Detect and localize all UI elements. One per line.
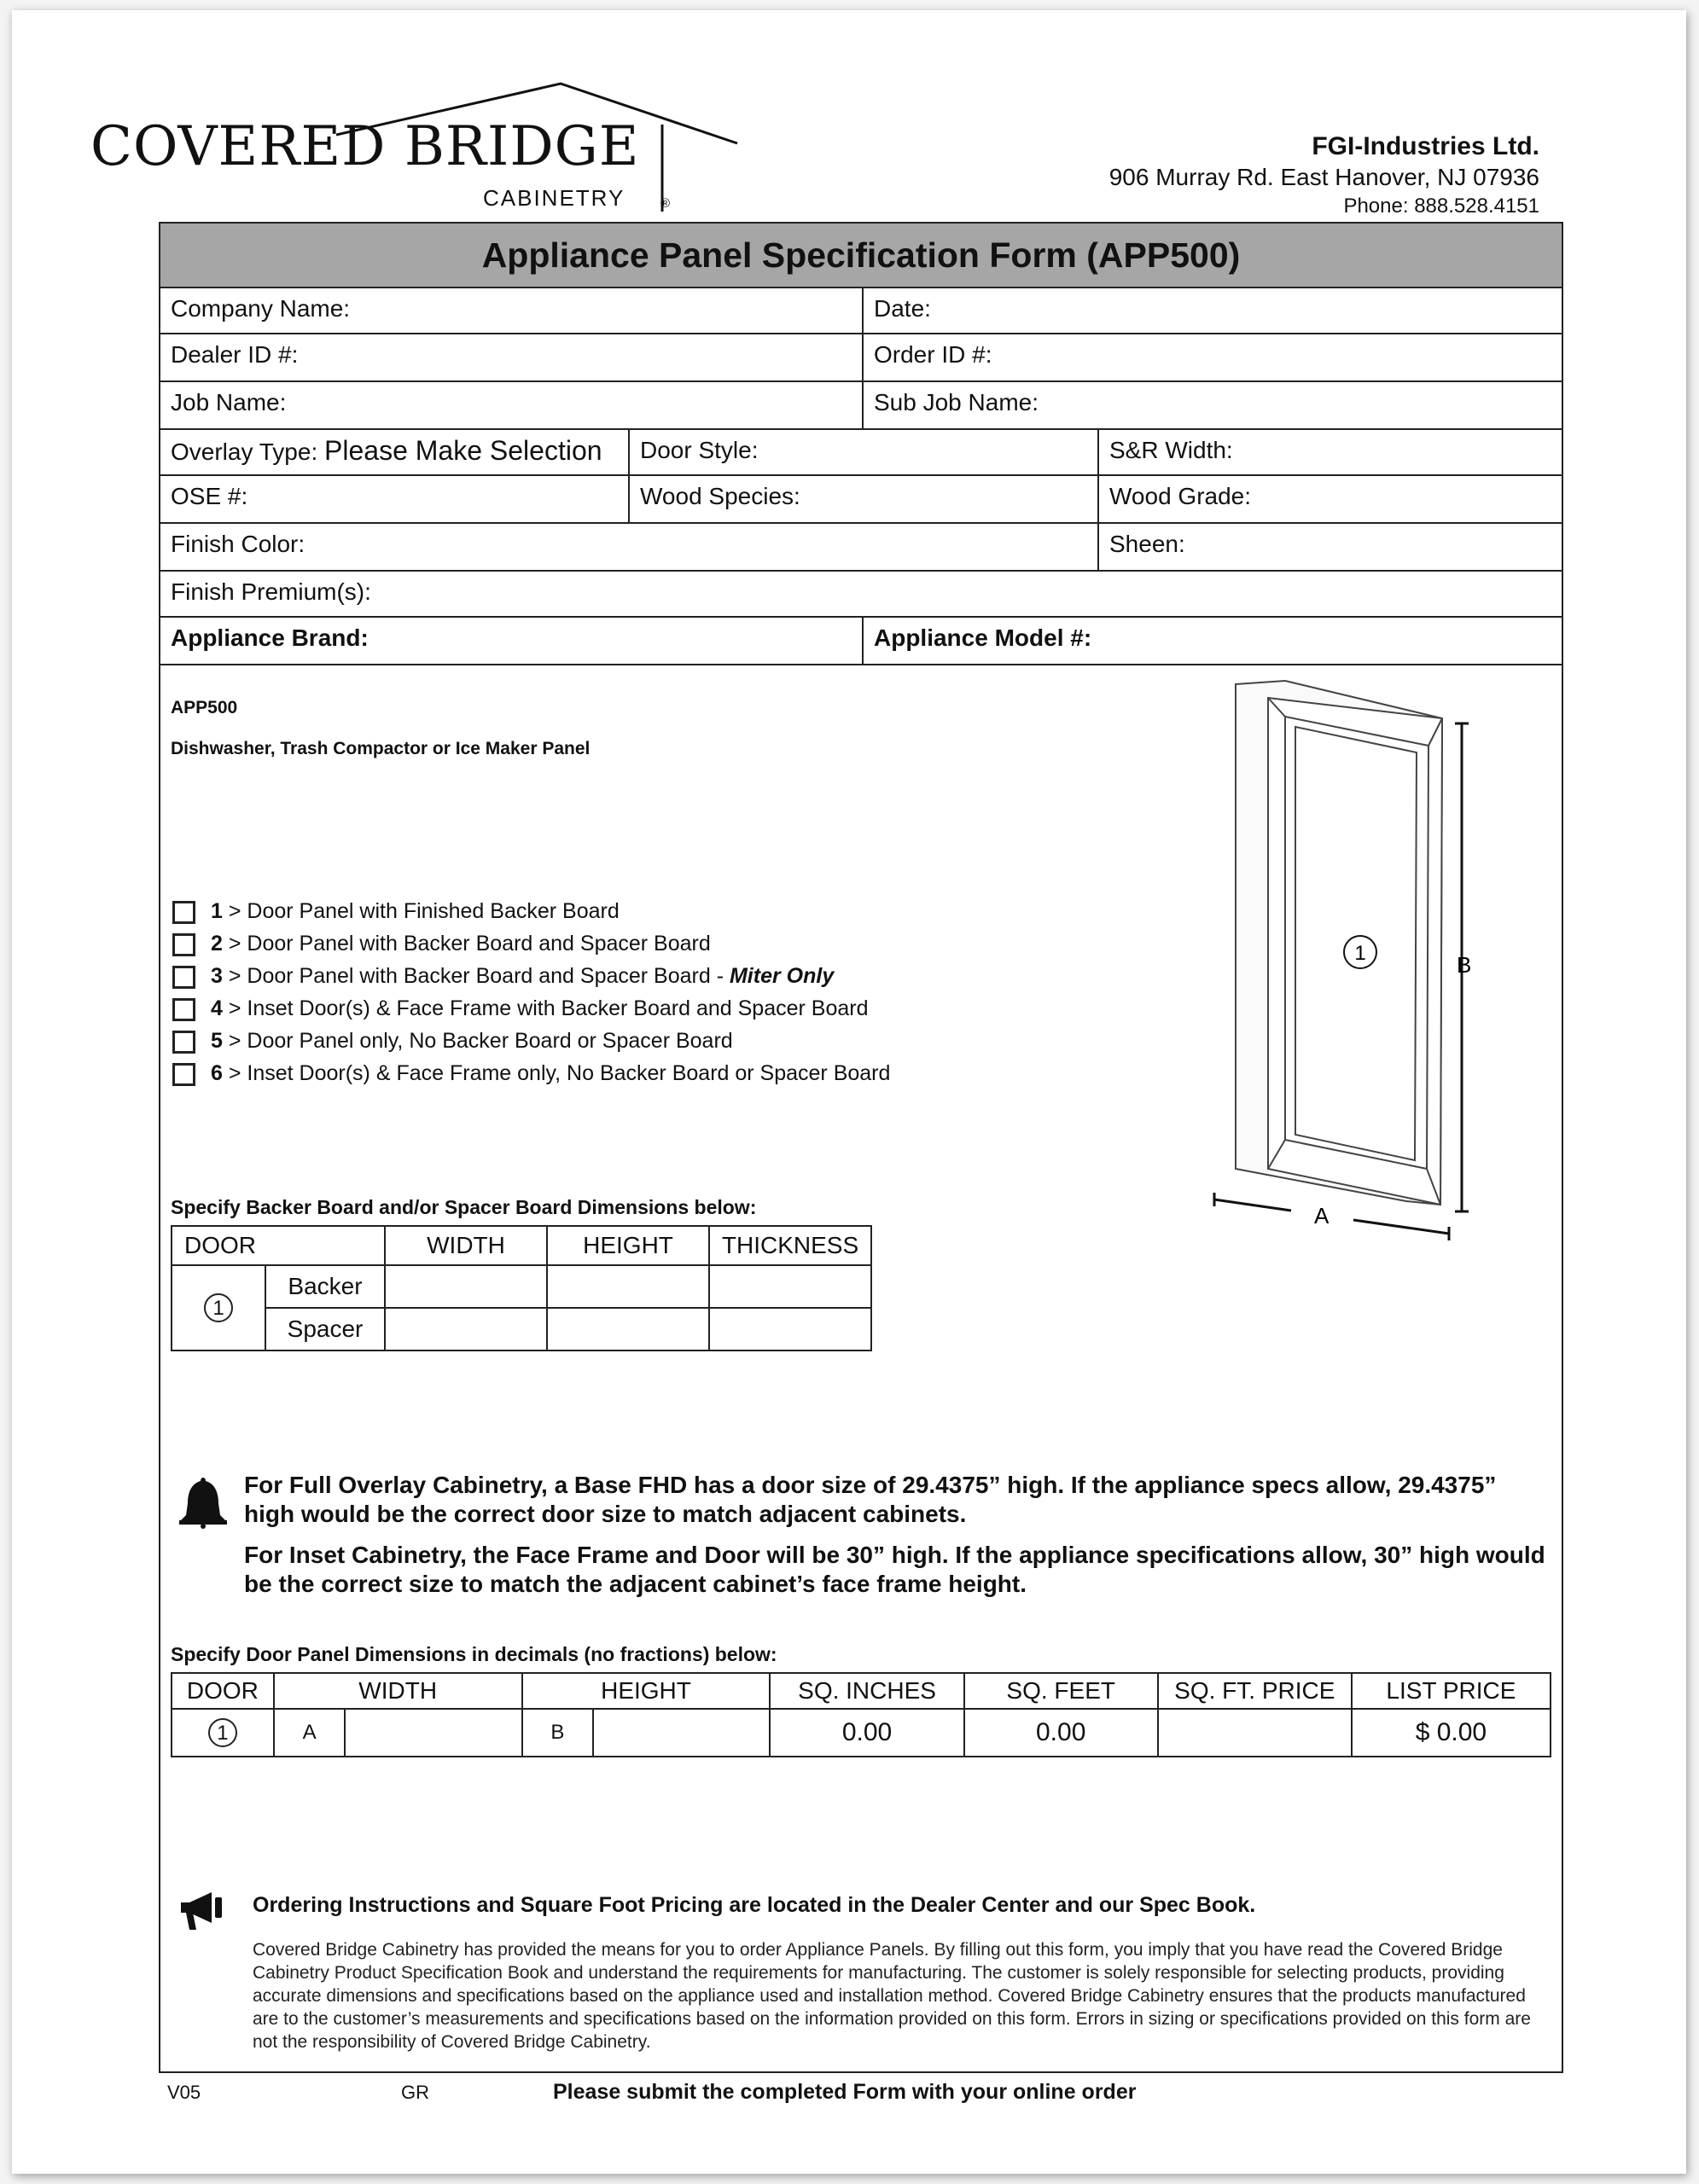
- header-height: HEIGHT: [547, 1226, 709, 1265]
- panel-door-number: 1: [208, 1718, 237, 1747]
- job-name-field[interactable]: Job Name:: [171, 389, 287, 415]
- option-2-checkbox[interactable]: [172, 933, 195, 956]
- megaphone-icon: [177, 1887, 232, 1935]
- option-1[interactable]: [172, 897, 620, 925]
- option-2[interactable]: [172, 930, 711, 957]
- backer-spacer-table: [171, 1225, 872, 1351]
- option-3-suffix: Miter Only: [729, 964, 835, 988]
- panel-width-label: A: [274, 1709, 346, 1757]
- order-id-field[interactable]: Order ID #:: [862, 333, 1562, 380]
- option-4-text: > Inset Door(s) & Face Frame with Backer Board and Spacer Board: [228, 996, 869, 1020]
- overlay-type-select[interactable]: Please Make Selection: [324, 435, 602, 466]
- ordering-headline: Ordering Instructions and Square Foot Pricing are located in the Dealer Center and our Spec Book.: [253, 1893, 1256, 1917]
- appliance-model-field[interactable]: Appliance Model #:: [862, 616, 1562, 664]
- panel-header-list-price: LIST PRICE: [1352, 1673, 1551, 1709]
- door-panel-table: [171, 1672, 1551, 1757]
- option-4[interactable]: [172, 995, 869, 1022]
- company-phone: Phone: 888.528.4151: [1343, 195, 1539, 218]
- panel-header-height: HEIGHT: [522, 1673, 771, 1709]
- submit-instruction: Please submit the completed Form with your online order: [553, 2080, 1137, 2104]
- option-1-number: 1: [211, 899, 223, 923]
- option-1-checkbox[interactable]: [172, 901, 195, 924]
- sheen-field[interactable]: Sheen:: [1097, 522, 1562, 570]
- backer-table-caption: Specify Backer Board and/or Spacer Board Dimensions below:: [171, 1196, 757, 1218]
- inset-note: For Inset Cabinetry, the Face Frame and Door will be 30” high. If the appliance specifications allow, 30” high would be the correct size to match the adjacent cabinet’s face frame height.: [244, 1542, 1545, 1597]
- option-5[interactable]: [172, 1027, 733, 1054]
- spacer-row-label: Spacer: [265, 1308, 385, 1350]
- company-name-field[interactable]: Company Name:: [171, 295, 351, 322]
- panel-height-input[interactable]: [593, 1709, 770, 1757]
- registered-mark: ®: [660, 196, 671, 211]
- backer-height-input[interactable]: [547, 1265, 709, 1308]
- version-label: V05: [167, 2082, 201, 2103]
- form-frame: [159, 222, 1563, 2073]
- option-5-number: 5: [211, 1029, 223, 1053]
- overlay-type-label: Overlay Type:: [171, 439, 318, 465]
- wood-species-field[interactable]: Wood Species:: [628, 474, 1097, 522]
- form-row-overlay: [160, 428, 1562, 476]
- option-2-text: > Door Panel with Backer Board and Spacer Board: [228, 932, 711, 956]
- form-row-ose: [160, 474, 1562, 524]
- appliance-brand-field[interactable]: Appliance Brand:: [171, 624, 369, 651]
- ose-field[interactable]: OSE #:: [171, 483, 248, 509]
- option-4-checkbox[interactable]: [172, 998, 195, 1021]
- company-address: 906 Murray Rd. East Hanover, NJ 07936: [1108, 164, 1539, 190]
- overlay-type-field[interactable]: [160, 428, 628, 474]
- sub-job-name-field[interactable]: Sub Job Name:: [862, 380, 1562, 428]
- diagram-door-number: 1: [1354, 942, 1366, 965]
- panel-sq-ft-price-input[interactable]: [1158, 1709, 1352, 1757]
- spacer-thickness-input[interactable]: [709, 1308, 871, 1350]
- dimension-a-label: A: [1314, 1203, 1330, 1228]
- ordering-disclaimer: Covered Bridge Cabinetry has provided the means for you to order Appliance Panels. By filling out this form, you imply that you have read the Covered Bridge Cabinetry Product Specification Book and understand the requirements for manufacturing. The customer is solely responsible for selecting products, providing accurate dimensions and specifications based on the appliance used and installation method. Covered Bridge Cabinetry ensures that the products manufactured are to the customer’s measurements and specifications based on the information provided on this form. Errors in sizing or specifications provided on this form are not the responsibility of Covered Bridge Cabinetry.: [253, 1940, 1531, 2052]
- finish-color-field[interactable]: Finish Color:: [171, 531, 305, 557]
- option-3-number: 3: [211, 964, 223, 988]
- form-row-finish: [160, 522, 1562, 572]
- form-row-premium: [160, 570, 1562, 618]
- company-info: [1109, 131, 1539, 220]
- panel-table-header: [172, 1673, 1551, 1709]
- door-style-field[interactable]: Door Style:: [628, 428, 1097, 474]
- form-row-job: [160, 380, 1562, 430]
- product-code: APP500: [171, 698, 238, 717]
- option-3-text: > Door Panel with Backer Board and Spacer Board -: [228, 964, 730, 988]
- option-5-checkbox[interactable]: [172, 1031, 195, 1054]
- header-door: DOOR: [172, 1226, 385, 1265]
- panel-height-label: B: [522, 1709, 594, 1757]
- spacer-width-input[interactable]: [385, 1308, 547, 1350]
- option-3-checkbox[interactable]: [172, 966, 195, 989]
- backer-width-input[interactable]: [385, 1265, 547, 1308]
- logo-subtitle: CABINETRY: [483, 185, 625, 211]
- form-page: [12, 10, 1686, 2174]
- door-outline: [1236, 681, 1442, 1205]
- backer-door-number: 1: [204, 1293, 233, 1322]
- door-panel-diagram: [1116, 674, 1543, 1476]
- product-description: Dishwasher, Trash Compactor or Ice Maker Panel: [171, 739, 591, 758]
- panel-sq-feet-value: 0.00: [964, 1709, 1158, 1757]
- spacer-row: [172, 1308, 871, 1350]
- form-row-company: [160, 287, 1562, 334]
- bell-icon: [176, 1474, 230, 1529]
- option-6-number: 6: [211, 1061, 223, 1085]
- spacer-height-input[interactable]: [547, 1308, 709, 1350]
- form-row-appliance: [160, 616, 1562, 665]
- header-thickness: THICKNESS: [709, 1226, 871, 1265]
- logo-wordmark: COVERED BRIDGE: [90, 115, 640, 178]
- initials-label: GR: [401, 2082, 429, 2103]
- header-width: WIDTH: [385, 1226, 547, 1265]
- panel-header-sq-inches: SQ. INCHES: [770, 1673, 963, 1709]
- finish-premium-field[interactable]: Finish Premium(s):: [171, 578, 371, 605]
- backer-door-cell: [172, 1265, 265, 1350]
- option-6-text: > Inset Door(s) & Face Frame only, No Backer Board or Spacer Board: [228, 1061, 891, 1085]
- company-name: FGI-Industries Ltd.: [1312, 132, 1539, 160]
- panel-door-cell: [172, 1709, 274, 1757]
- form-row-dealer: [160, 333, 1562, 382]
- option-2-number: 2: [211, 932, 223, 956]
- dimension-b-label: B: [1457, 952, 1472, 978]
- panel-list-price-value: $ 0.00: [1352, 1709, 1551, 1757]
- option-4-number: 4: [211, 996, 223, 1020]
- form-title: Appliance Panel Specification Form (APP500): [160, 224, 1562, 288]
- backer-thickness-input[interactable]: [709, 1265, 871, 1308]
- panel-row: [172, 1709, 1551, 1757]
- panel-header-sq-ft-price: SQ. FT. PRICE: [1158, 1673, 1352, 1709]
- panel-sq-inches-value: 0.00: [770, 1709, 963, 1757]
- option-6[interactable]: [172, 1060, 890, 1087]
- backer-row-label: Backer: [265, 1265, 385, 1308]
- backer-table-header: [172, 1226, 871, 1265]
- dealer-id-field[interactable]: Dealer ID #:: [171, 341, 299, 368]
- backer-row: [172, 1265, 871, 1308]
- panel-width-input[interactable]: [345, 1709, 521, 1757]
- panel-table-caption: Specify Door Panel Dimensions in decimals (no fractions) below:: [171, 1643, 777, 1665]
- option-3[interactable]: [172, 962, 834, 990]
- option-5-text: > Door Panel only, No Backer Board or Spacer Board: [228, 1029, 733, 1053]
- wood-grade-field[interactable]: Wood Grade:: [1097, 474, 1562, 522]
- panel-header-door: DOOR: [172, 1673, 274, 1709]
- panel-header-width: WIDTH: [274, 1673, 522, 1709]
- sr-width-field[interactable]: S&R Width:: [1097, 428, 1562, 474]
- full-overlay-note: For Full Overlay Cabinetry, a Base FHD has a door size of 29.4375” high. If the appliance specs allow, 29.4375” high would be the correct door size to match adjacent cabinets.: [244, 1472, 1497, 1527]
- option-6-checkbox[interactable]: [172, 1063, 195, 1086]
- date-field[interactable]: Date:: [862, 287, 1562, 333]
- option-1-text: > Door Panel with Finished Backer Board: [228, 899, 620, 923]
- panel-header-sq-feet: SQ. FEET: [964, 1673, 1158, 1709]
